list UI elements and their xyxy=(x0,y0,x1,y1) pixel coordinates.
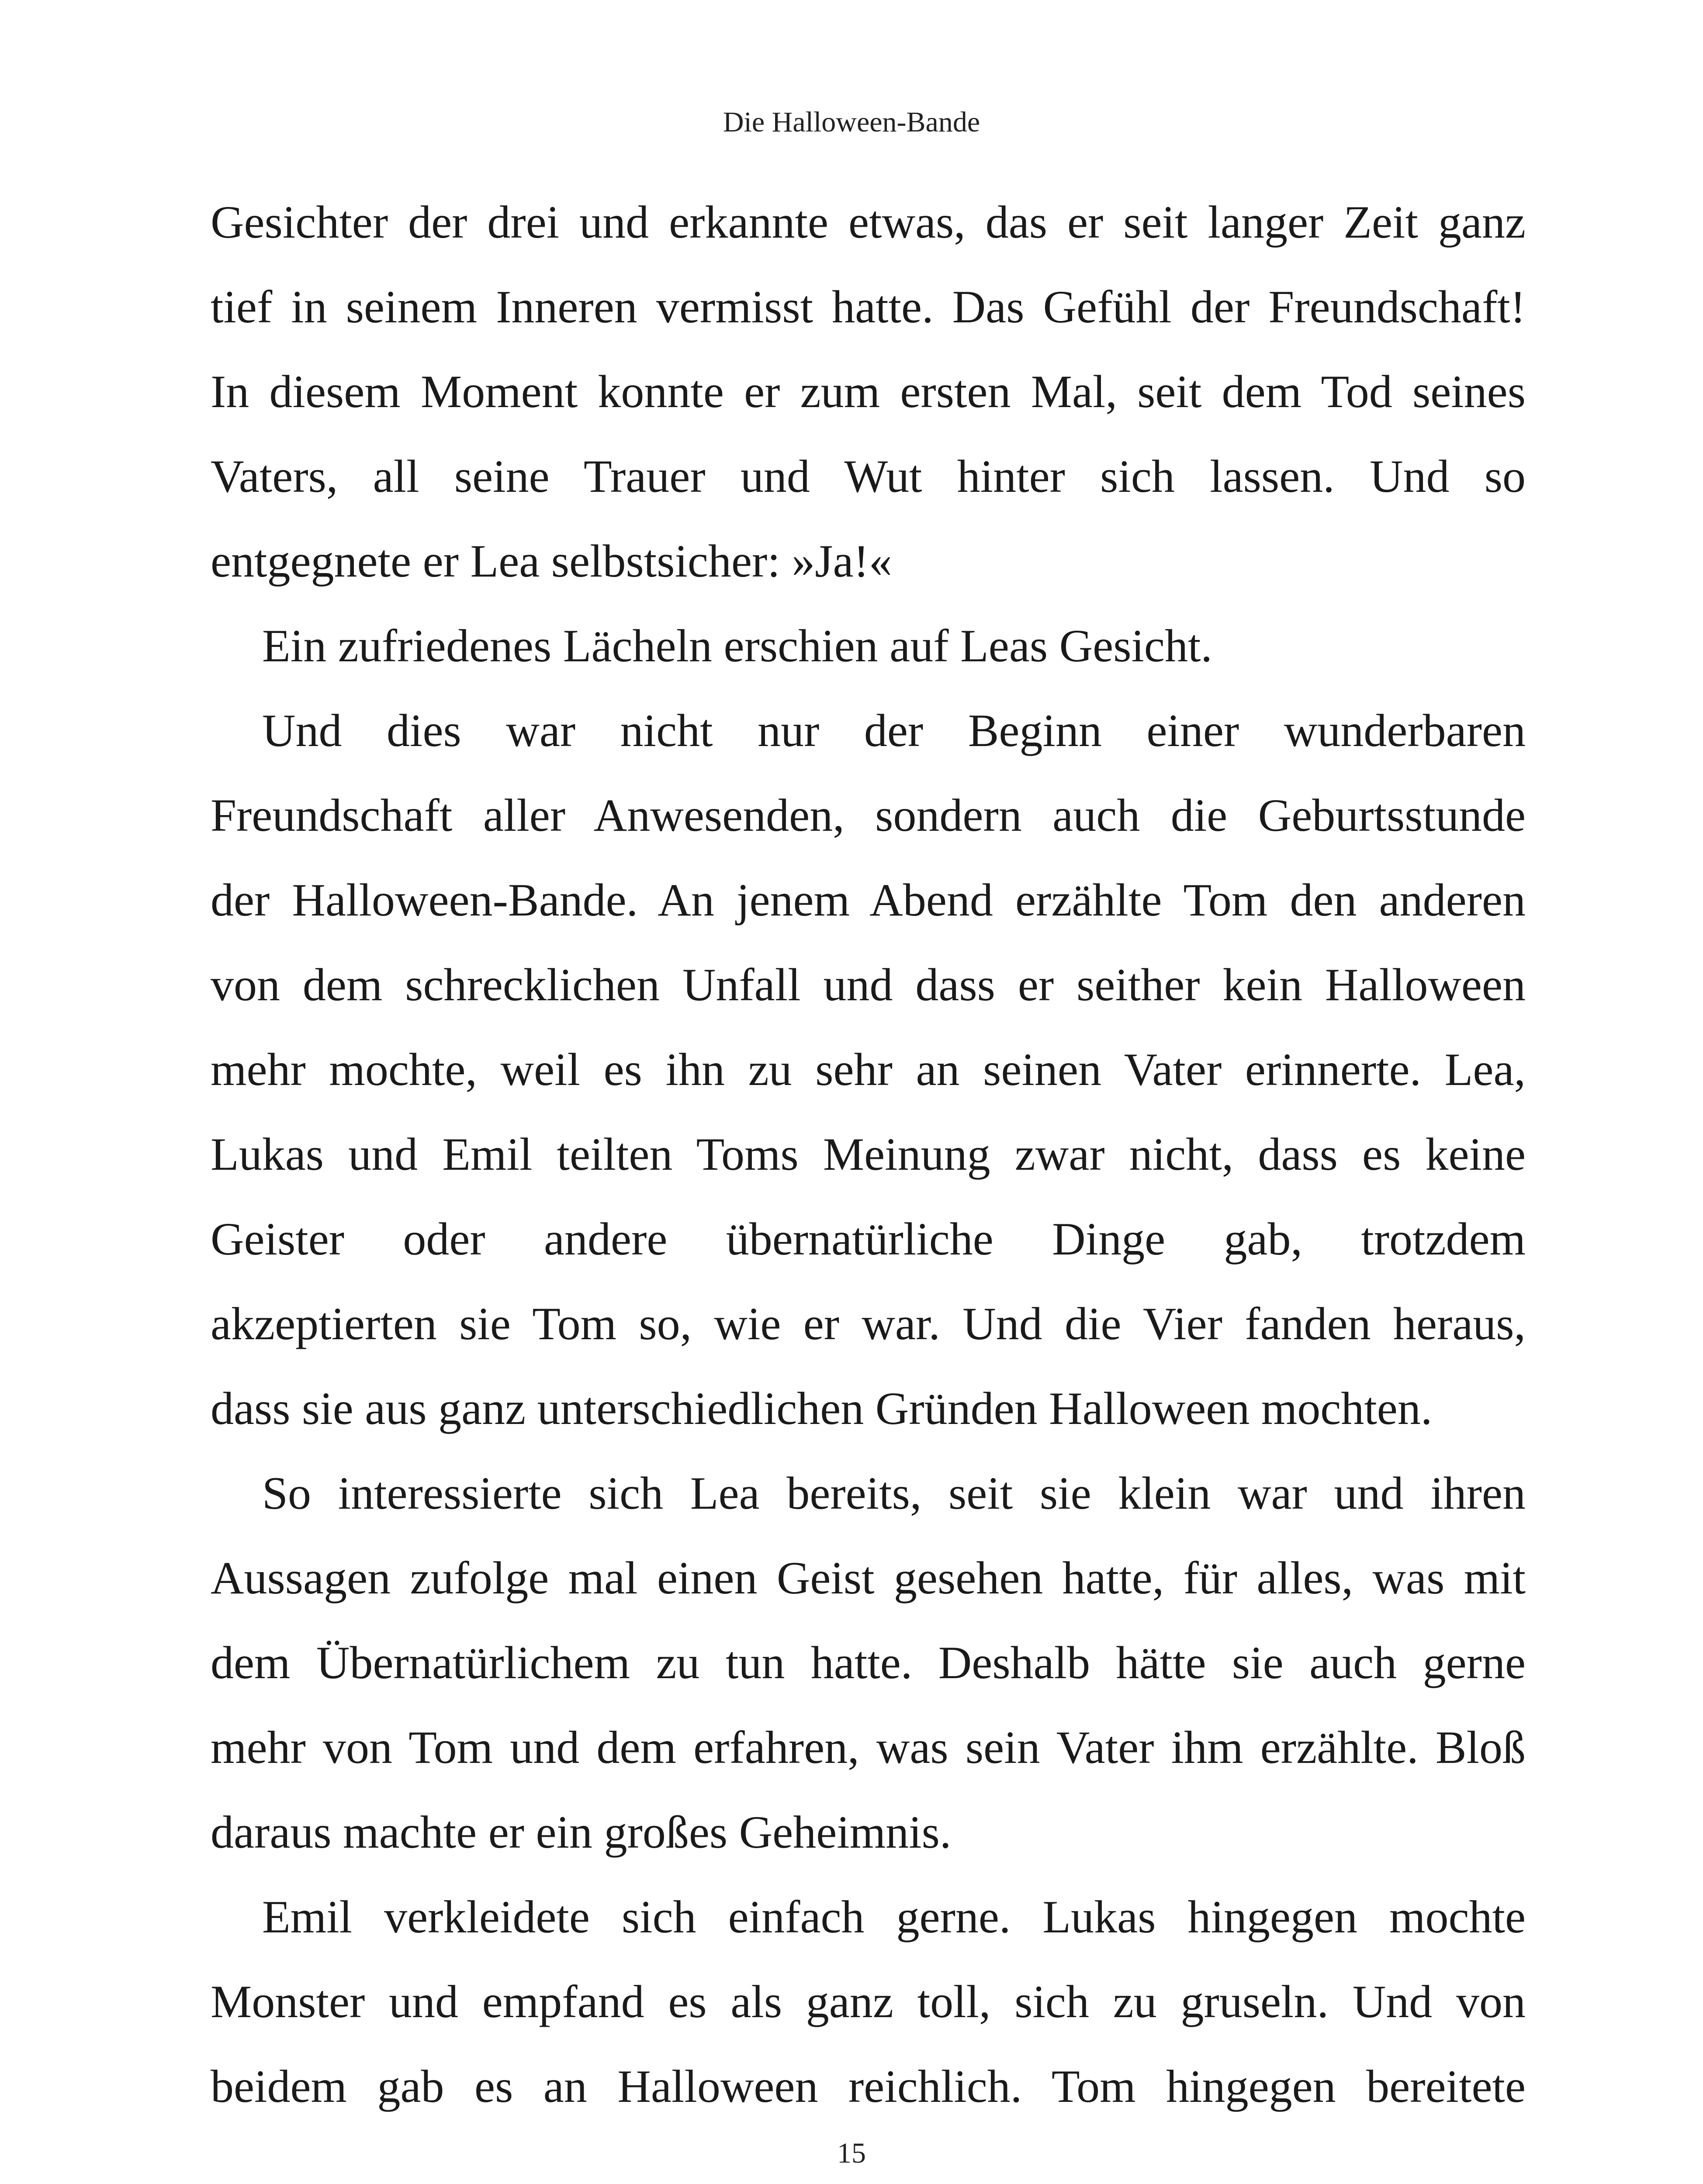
text-line: dem Übernatürlichem zu tun hatte. Deshalb hätte sie auch gerne xyxy=(211,1637,1526,1688)
text-line: mehr von Tom und dem erfahren, was sein Vater ihm erzählte. Bloß xyxy=(211,1722,1526,1773)
paragraph-start-line: Ein zufriedenes Lächeln erschien auf Leas Gesicht. xyxy=(262,620,1212,671)
text-line: beidem gab es an Halloween reichlich. Tom hingegen bereitete xyxy=(211,2061,1526,2112)
text-line: Freundschaft aller Anwesenden, sondern auch die Geburtsstunde xyxy=(211,790,1526,841)
text-line: Lukas und Emil teilten Toms Meinung zwar nicht, dass es keine xyxy=(211,1129,1526,1180)
body-text xyxy=(211,180,1526,2129)
paragraph-start-line: So interessierte sich Lea bereits, seit sie klein war und ihren xyxy=(262,1468,1526,1519)
page-number: 15 xyxy=(837,2137,866,2169)
text-line: daraus machte er ein großes Geheimnis. xyxy=(211,1807,952,1858)
text-line: Gesichter der drei und erkannte etwas, das er seit langer Zeit ganz xyxy=(211,197,1526,248)
text-line: Vaters, all seine Trauer und Wut hinter sich lassen. Und so xyxy=(211,451,1526,502)
text-line: dass sie aus ganz unterschiedlichen Gründen Halloween mochten. xyxy=(211,1383,1433,1434)
text-line: akzeptierten sie Tom so, wie er war. Und die Vier fanden heraus, xyxy=(211,1298,1526,1349)
paragraph-start-line: Emil verkleidete sich einfach gerne. Lukas hingegen mochte xyxy=(262,1891,1526,1942)
text-line: Geister oder andere übernatürliche Dinge gab, trotzdem xyxy=(211,1213,1526,1265)
text-line: von dem schrecklichen Unfall und dass er seither kein Halloween xyxy=(211,959,1526,1010)
running-header: Die Halloween-Bande xyxy=(723,106,980,138)
text-line: Monster und empfand es als ganz toll, sich zu gruseln. Und von xyxy=(211,1976,1526,2027)
text-line: In diesem Moment konnte er zum ersten Mal, seit dem Tod seines xyxy=(211,366,1526,417)
text-line: der Halloween-Bande. An jenem Abend erzählte Tom den anderen xyxy=(211,874,1526,926)
text-line: mehr mochte, weil es ihn zu sehr an seinen Vater erinnerte. Lea, xyxy=(211,1044,1526,1095)
text-line: entgegnete er Lea selbstsicher: »Ja!« xyxy=(211,536,892,587)
text-line: tief in seinem Inneren vermisst hatte. Das Gefühl der Freundschaft! xyxy=(211,281,1526,332)
text-line: Aussagen zufolge mal einen Geist gesehen hatte, für alles, was mit xyxy=(211,1552,1526,1603)
paragraph-start-line: Und dies war nicht nur der Beginn einer wunderbaren xyxy=(262,705,1526,756)
